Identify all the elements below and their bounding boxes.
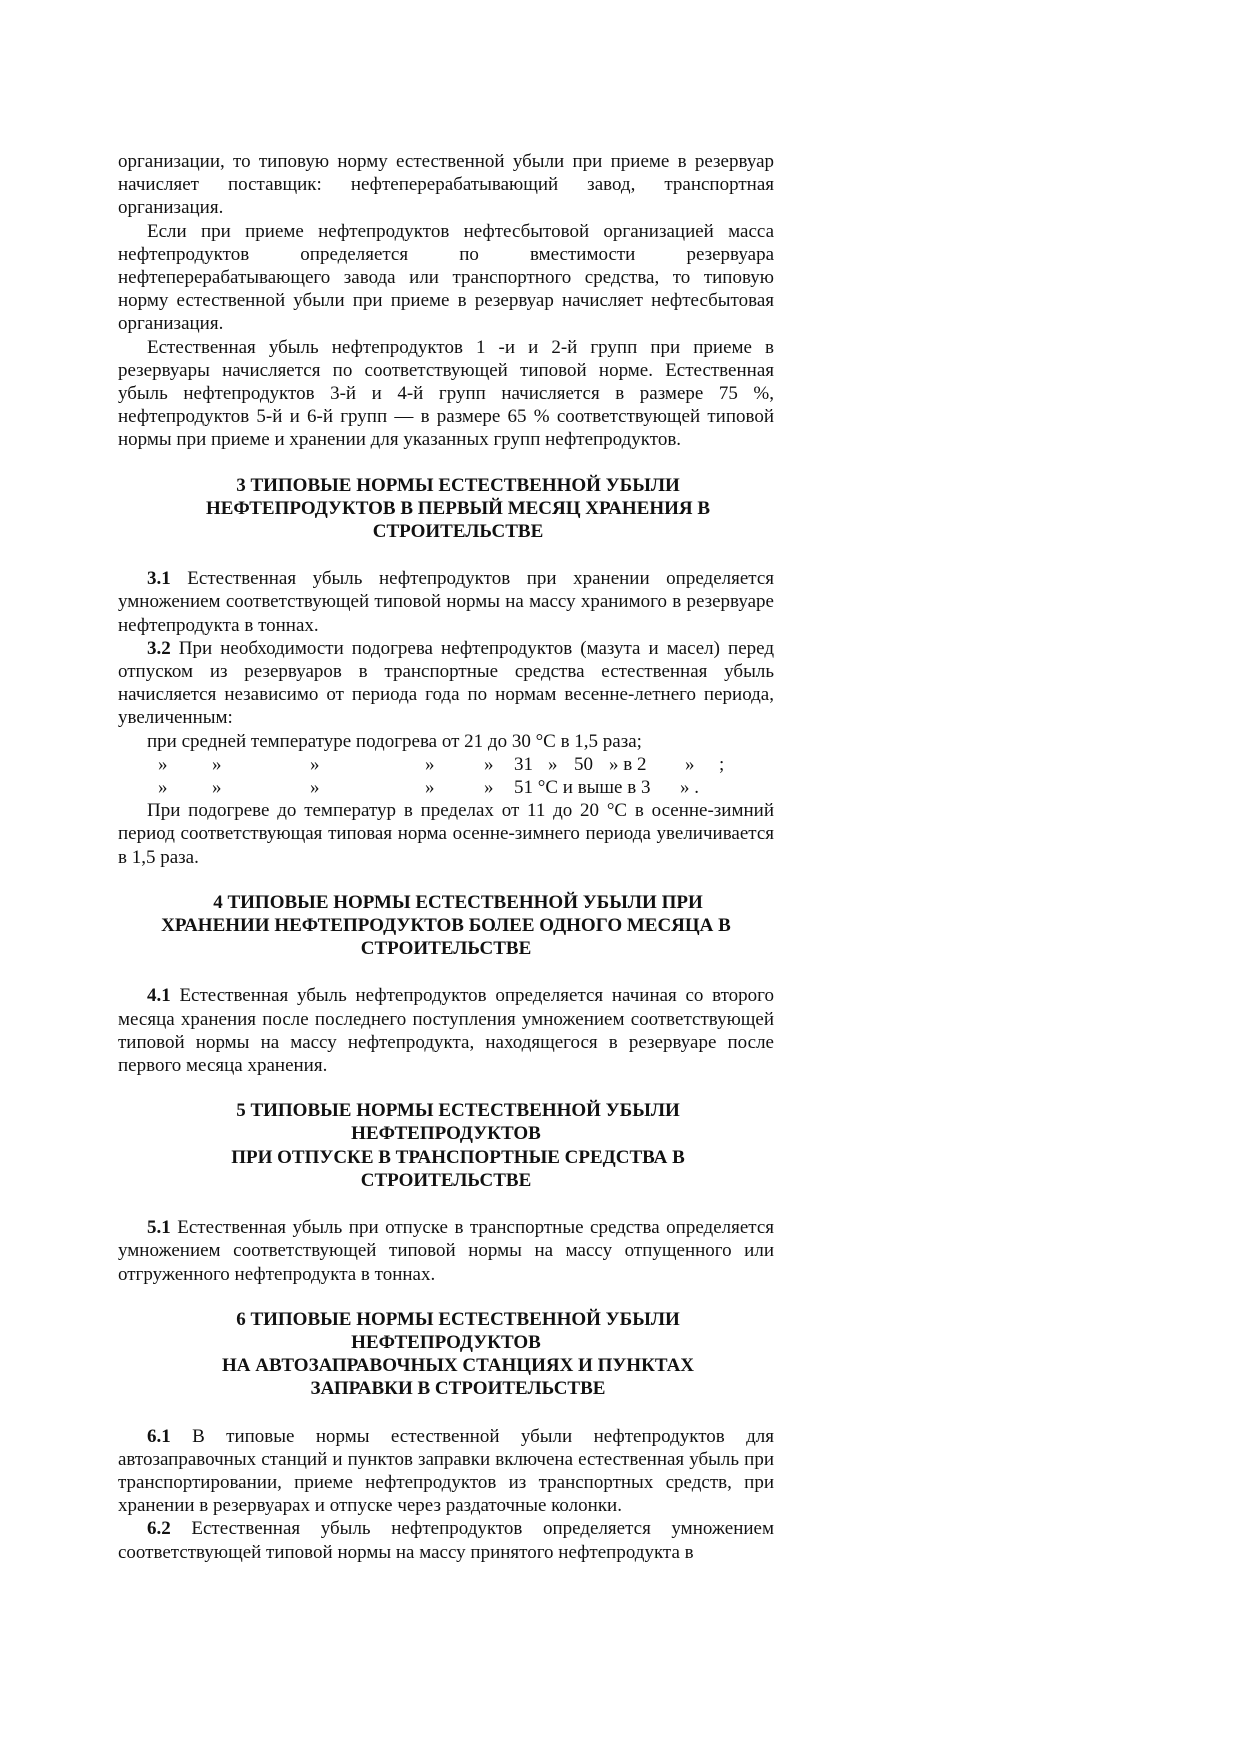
paragraph-6-2-text: Естественная убыль нефтепродуктов определяется умножением соответствующей типовой нормы на массу принятого нефтепродукта в <box>118 1518 774 1563</box>
paragraph-5-1-number: 5.1 <box>147 1217 171 1239</box>
section-6-heading-line-4: ЗАПРАВКИ В СТРОИТЕЛЬСТВЕ <box>310 1378 606 1400</box>
paragraph-5-1-text: Естественная убыль при отпуске в транспортные средства определяется умножением соответствующей типовой нормы на массу отпущенного или отгруженного нефтепродукта в тоннах. <box>118 1217 774 1285</box>
section-5-heading-line-1: 5 ТИПОВЫЕ НОРМЫ ЕСТЕСТВЕННОЙ УБЫЛИ <box>236 1100 680 1122</box>
paragraph-5-1 <box>118 1216 774 1286</box>
section-5-heading <box>118 1099 774 1192</box>
ditto-mark: » <box>685 753 695 775</box>
paragraph-4-1 <box>118 984 774 1077</box>
paragraph-3-2-text: При необходимости подогрева нефтепродуктов (мазута и масел) перед отпуском из резервуаров в транспортные средства естественная убыль начисляется независимо от периода года по нормам весенне-летнего периода, увеличенным: <box>118 637 774 729</box>
heating-list-line-2 <box>118 753 774 776</box>
section-5-heading-line-2: НЕФТЕПРОДУКТОВ <box>351 1123 541 1145</box>
ditto-mark: » <box>548 753 558 775</box>
ditto-mark: » <box>484 753 494 775</box>
intro-paragraph-3: Естественная убыль нефтепродуктов 1 -и и 2-й групп при приеме в резервуары начисляется по соответствующей типовой норме. Естественная убыль нефтепродуктов 3-й и 4-й групп начисляется в размере 75 %, нефтепродуктов 5-й и 6-й групп — в размере 65 % соответствующей типовой нормы при приеме и хранении для указанных групп нефтепродуктов. <box>118 336 774 451</box>
ditto-mark: » <box>212 777 222 799</box>
heating-list-line-3 <box>118 776 774 799</box>
paragraph-3-1-text: Естественная убыль нефтепродуктов при хранении определяется умножением соответствующей типовой нормы на массу хранимого в резервуаре нефтепродукта в тоннах. <box>118 568 774 636</box>
paragraph-6-2 <box>118 1517 774 1563</box>
section-6-heading-line-3: НА АВТОЗАПРАВОЧНЫХ СТАНЦИЯХ И ПУНКТАХ <box>221 1355 695 1377</box>
ditto-mark: » <box>310 777 320 799</box>
paragraph-3-2-number: 3.2 <box>147 637 171 659</box>
line-end: » . <box>680 777 699 799</box>
ditto-mark: » <box>158 753 168 775</box>
section-4-heading <box>118 891 774 961</box>
ditto-mark: » <box>484 777 494 799</box>
section-3-heading-line-3: СТРОИТЕЛЬСТВЕ <box>372 521 544 543</box>
paragraph-6-1-text: В типовые нормы естественной убыли нефтепродуктов для автозаправочных станций и пунктов заправки включена естественная убыль при транспортировании, приеме нефтепродуктов из транспортных средств, при хранении в резервуарах и отпуске через раздаточные колонки. <box>118 1425 774 1517</box>
paragraph-3-2 <box>118 637 774 730</box>
paragraph-3-1 <box>118 567 774 637</box>
paragraph-3-1-number: 3.1 <box>147 568 171 590</box>
temperature-above: 51 °С и выше в 3 <box>514 777 651 799</box>
ditto-mark: » <box>158 777 168 799</box>
section-4-heading-line-3: СТРОИТЕЛЬСТВЕ <box>360 938 532 960</box>
section-6-heading <box>118 1308 774 1401</box>
section-6-heading-line-2: НЕФТЕПРОДУКТОВ <box>351 1331 541 1353</box>
section-3-heading-line-1: 3 ТИПОВЫЕ НОРМЫ ЕСТЕСТВЕННОЙ УБЫЛИ <box>236 474 680 496</box>
document-page <box>118 150 774 1564</box>
section-6-heading-line-1: 6 ТИПОВЫЕ НОРМЫ ЕСТЕСТВЕННОЙ УБЫЛИ <box>236 1308 680 1330</box>
heating-list-line-1: при средней температуре подогрева от 21 до 30 °С в 1,5 раза; <box>147 730 642 752</box>
paragraph-6-1-number: 6.1 <box>147 1425 171 1447</box>
ditto-mark: » <box>425 777 435 799</box>
intro-paragraph-1: организации, то типовую норму естественной убыли при приеме в резервуар начисляет поставщик: нефтеперерабатывающий завод, транспортная организация. <box>118 151 774 219</box>
paragraph-4-1-number: 4.1 <box>147 985 171 1007</box>
section-4-heading-line-2: ХРАНЕНИИ НЕФТЕПРОДУКТОВ БОЛЕЕ ОДНОГО МЕСЯЦА В <box>161 915 731 937</box>
temperature-to: 50 <box>574 753 593 775</box>
section-5-heading-line-3: ПРИ ОТПУСКЕ В ТРАНСПОРТНЫЕ СРЕДСТВА В <box>231 1146 685 1168</box>
ditto-mark: » <box>212 753 222 775</box>
paragraph-6-2-number: 6.2 <box>147 1518 171 1540</box>
paragraph-4-1-text: Естественная убыль нефтепродуктов определяется начиная со второго месяца хранения после последнего поступления умножением соответствующей типовой нормы на массу нефтепродукта, находящегося в резервуаре после первого месяца хранения. <box>118 985 774 1077</box>
line-end: ; <box>719 753 725 775</box>
section-5-heading-line-4: СТРОИТЕЛЬСТВЕ <box>360 1169 532 1191</box>
intro-paragraph-2: Если при приеме нефтепродуктов нефтесбытовой организацией масса нефтепродуктов определяется по вместимости резервуара нефтеперерабатывающего завода или транспортного средства, то типовую норму естественной убыли при приеме в резервуар начисляет нефтесбытовая организация. <box>118 220 774 335</box>
paragraph-6-1 <box>118 1425 774 1518</box>
temperature-from: 31 <box>514 753 533 775</box>
paragraph-3-3: При подогреве до температур в пределах от 11 до 20 °С в осенне-зимний период соответствующая типовая норма осенне-зимнего периода увеличивается в 1,5 раза. <box>118 800 774 868</box>
multiplier-2: » в 2 <box>609 753 647 775</box>
ditto-mark: » <box>310 753 320 775</box>
ditto-mark: » <box>425 753 435 775</box>
section-4-heading-line-1: 4 ТИПОВЫЕ НОРМЫ ЕСТЕСТВЕННОЙ УБЫЛИ ПРИ <box>213 891 703 913</box>
section-3-heading-line-2: НЕФТЕПРОДУКТОВ В ПЕРВЫЙ МЕСЯЦ ХРАНЕНИЯ В <box>205 497 711 519</box>
section-3-heading <box>118 474 774 544</box>
